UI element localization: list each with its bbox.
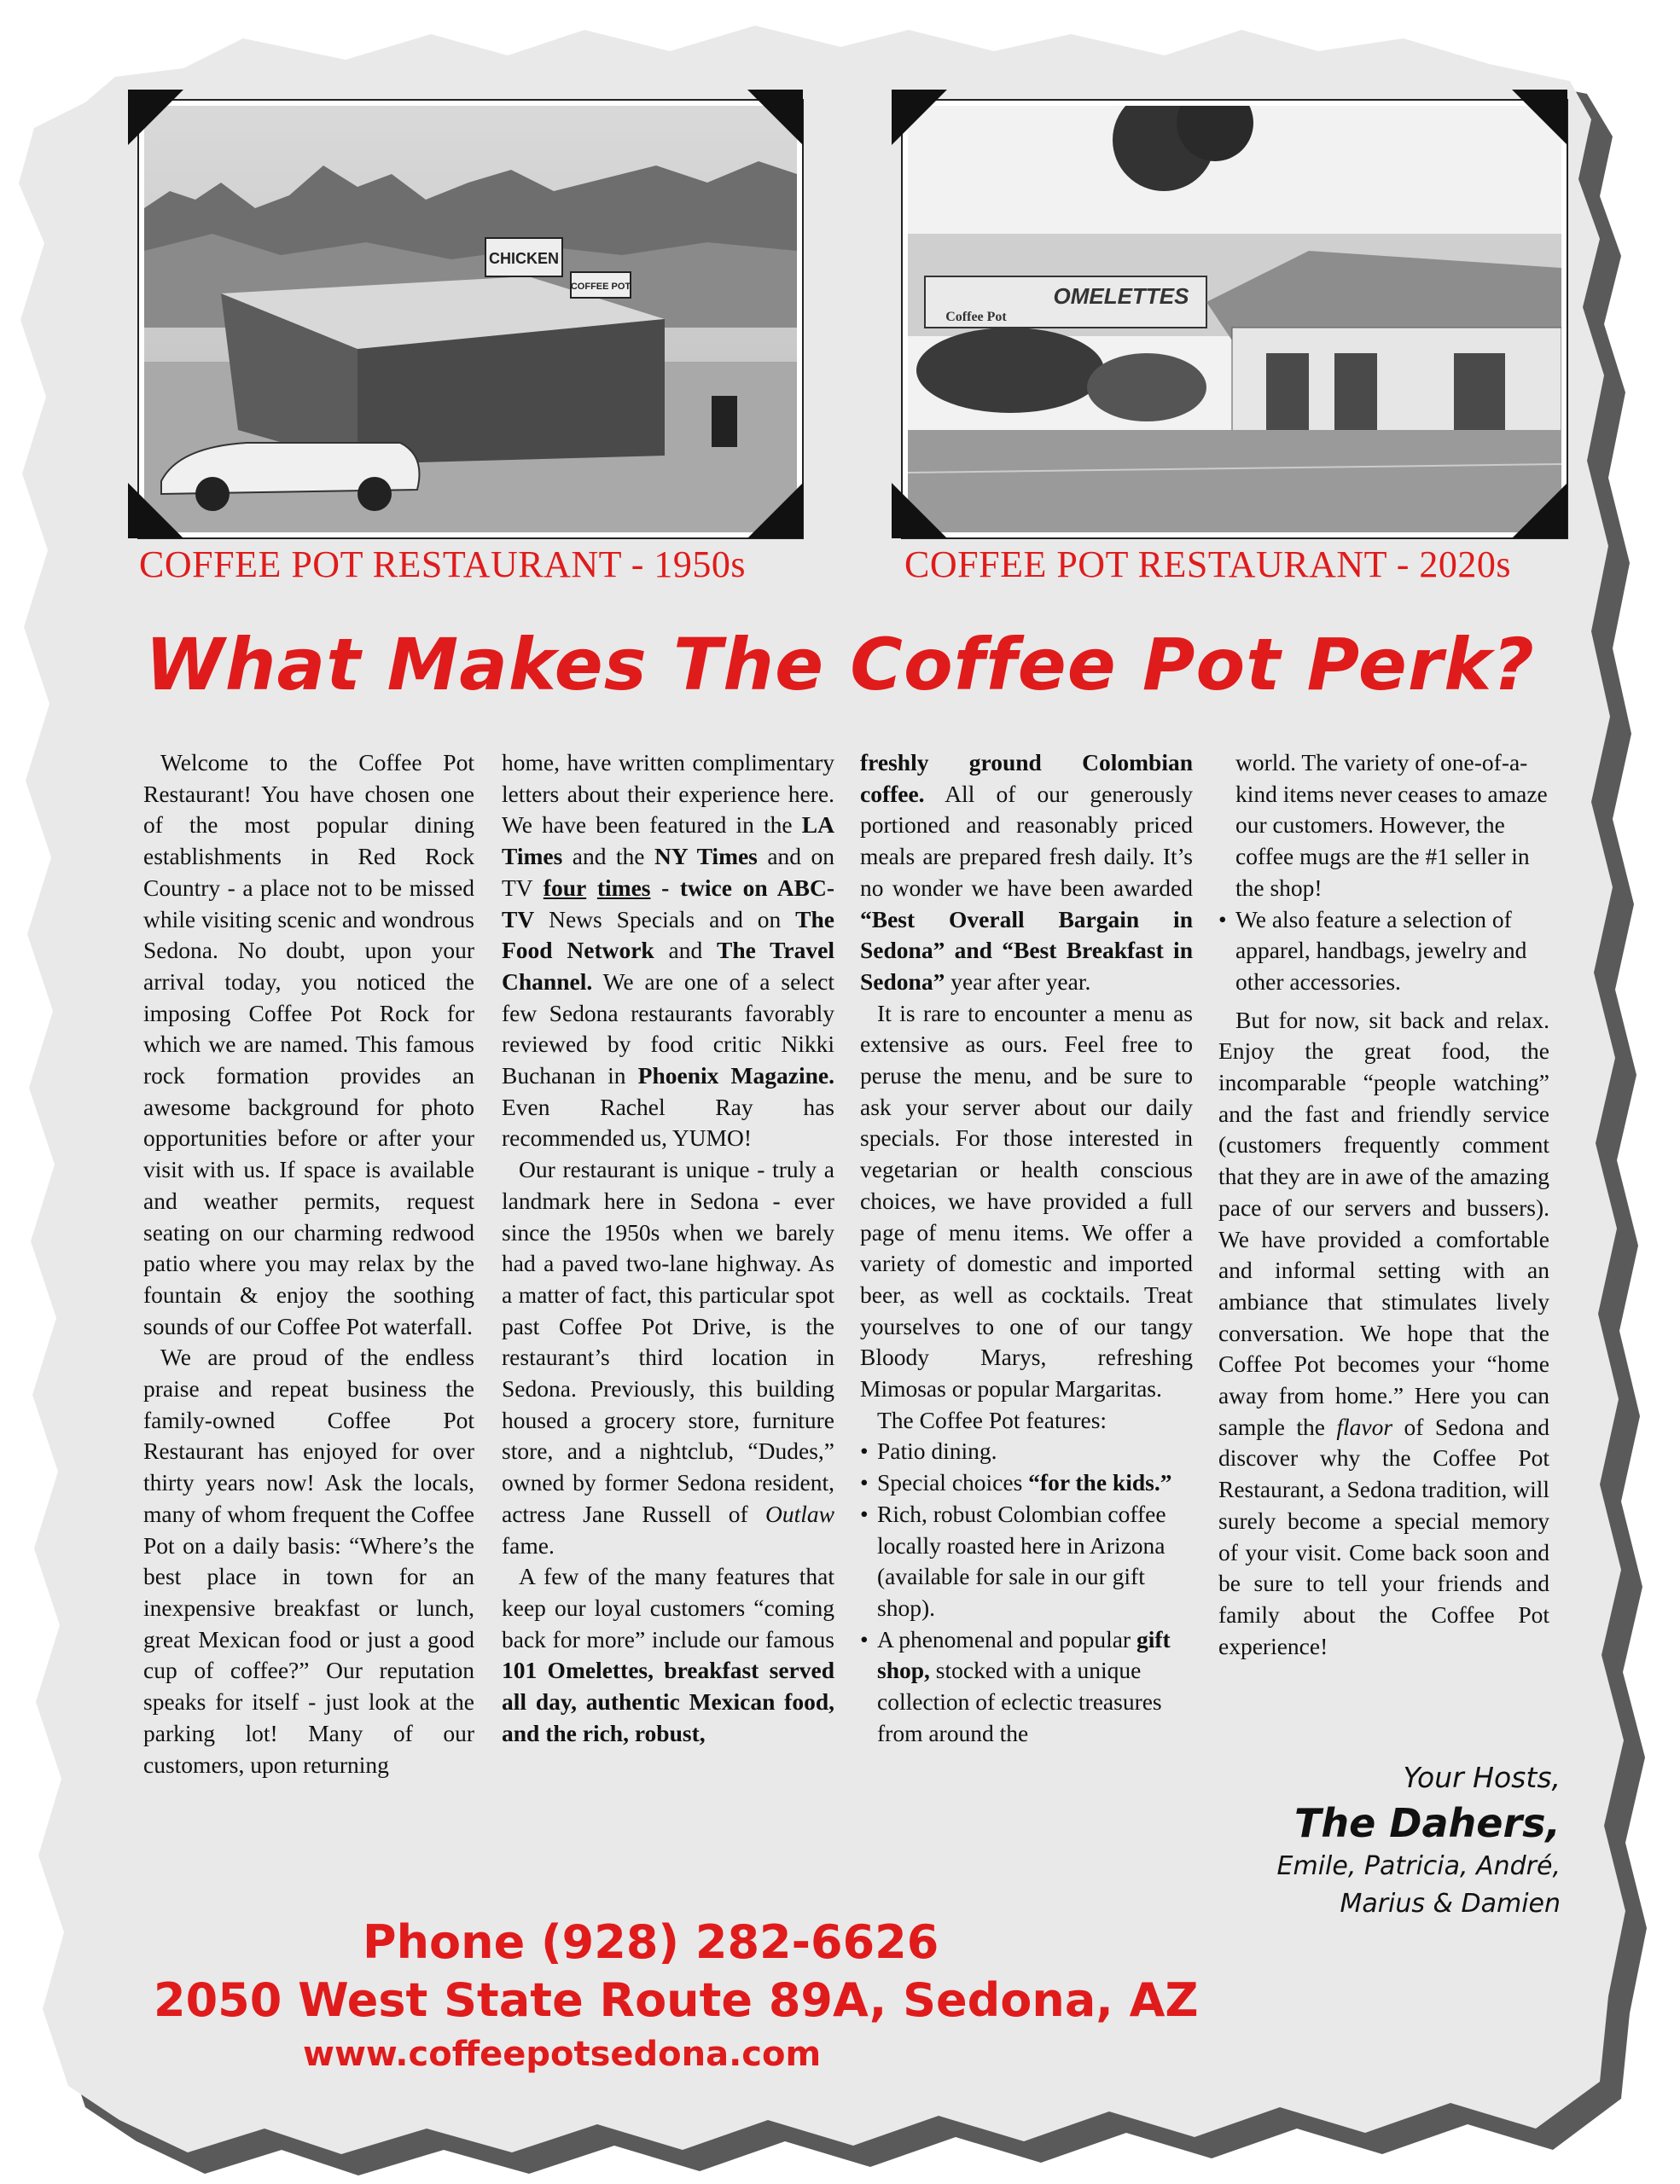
hosts-line-1: Your Hosts, xyxy=(1403,1761,1561,1794)
col2-paragraph-3: A few of the many features that keep our loyal customers “coming back for more” include our famous 101 Omelettes, breakfast served all day, authentic Mexican food, and the rich, robust, xyxy=(502,1563,834,1746)
features-list xyxy=(860,1436,1193,1749)
col2-paragraph-1: home, have written complimentary letters about their experience here. We have been featured in the LA Times and the NY Times and on TV four times - twice on ABC-TV News Specials and on The Food Network and The Travel Channel. We are one of a select few Sedona restaurants favorably reviewed by food critic Nikki Buchanan in Phoenix Magazine. Even Rachel Ray has recommended us, YUMO! xyxy=(502,749,834,1152)
col4-continuation: world. The variety of one-of-a-kind items never ceases to amaze our customers. However, the coffee mugs are the #1 seller in the shop! xyxy=(1235,749,1548,901)
col3-paragraph-2: It is rare to encounter a menu as extensive as ours. Feel free to peruse the menu, and be sure to ask your server about our daily specials. For those interested in vegetarian or health conscious choices, we have provided a full page of menu items. We offer a variety of domestic and imported beer, as well as cocktails. Treat yourselves to one of our tangy Bloody Marys, refreshing Mimosas or popular Margaritas. xyxy=(860,999,1193,1403)
photo-1950s-sign-coffee-pot: COFFEE POT xyxy=(570,282,631,292)
article-column-3 xyxy=(860,747,1193,1750)
features-list-continued xyxy=(1218,904,1549,998)
photo-1950s-sign-chicken: CHICKEN xyxy=(488,250,560,267)
feature-item: • Patio dining. xyxy=(860,1436,1193,1467)
hosts-line-3: Emile, Patricia, André, xyxy=(1276,1851,1561,1881)
hosts-line-2: The Dahers, xyxy=(1293,1800,1561,1846)
article-column-2 xyxy=(502,747,834,1750)
photo-corners-left xyxy=(128,90,803,538)
photo-1950s-caption: COFFEE POT RESTAURANT - 1950s xyxy=(139,543,747,585)
contact-phone: Phone (928) 282-6626 xyxy=(363,1915,939,1969)
photo-2020s-sign-coffee-pot: Coffee Pot xyxy=(945,310,1007,324)
col2-paragraph-2: Our restaurant is unique - truly a landmark here in Sedona - ever since the 1950s when we barely had a paved two-lane highway. As a matter of fact, this particular spot past Coffee Pot Drive, is the restaurant’s third location in Sedona. Previously, this building housed a grocery store, furniture store, and a nightclub, “Dudes,” owned by former Sedona resident, actress Jane Russell of Outlaw fame. xyxy=(502,1156,834,1559)
col1-paragraph-2: We are proud of the endless praise and repeat business the family-owned Coffee Pot Restaurant has enjoyed for over thirty years now! Ask the locals, many of whom frequent the Coffee Pot on a daily basis: “Where’s the best place in town for an inexpensive breakfast or lunch, great Mexican food or just a good cup of coffee?” Our reputation speaks for itself - just look at the parking lot! Many of our customers, upon returning xyxy=(143,1344,474,1778)
feature-item: • Special choices “for the kids.” xyxy=(860,1467,1193,1499)
article-column-1 xyxy=(143,747,474,1780)
page-headline: What Makes The Coffee Pot Perk? xyxy=(145,623,1535,706)
article-column-4 xyxy=(1218,747,1549,1662)
col4-paragraph-1: But for now, sit back and relax. Enjoy the great food, the incomparable “people watching” and the fast and friendly service (customers frequently comment that they are in awe of the amazing pace of our servers and bussers). We have provided a comfortable and informal setting with an ambiance that stimulates lively conversation. We hope that the Coffee Pot becomes your “home away from home.” Here you can sample the flavor of Sedona and discover why the Coffee Pot Restaurant, a Sedona tradition, will surely become a special memory of your visit. Come back soon and be sure to tell your friends and family about the Coffee Pot experience! xyxy=(1218,1006,1549,1659)
photo-corner-mounts xyxy=(0,0,1680,597)
col3-paragraph-1: freshly ground Colombian coffee. All of our generously portioned and reasonably priced meals are prepared fresh daily. It’s no wonder we have been awarded “Best Overall Bargain in Sedona” and “Best Breakfast in Sedona” year after year. xyxy=(860,749,1193,995)
hosts-signature xyxy=(1277,1757,1561,1923)
feature-item: • Rich, robust Colombian coffee locally roasted here in Arizona (available for sale in our gift shop). xyxy=(860,1499,1193,1624)
hosts-line-4: Marius & Damien xyxy=(1340,1889,1561,1919)
feature-item: • We also feature a selection of apparel, handbags, jewelry and other accessories. xyxy=(1218,904,1549,998)
photo-2020s-caption: COFFEE POT RESTAURANT - 2020s xyxy=(904,543,1512,585)
col1-paragraph-1: Welcome to the Coffee Pot Restaurant! You have chosen one of the most popular dining establishments in Red Rock Country - a place not to be missed while visiting scenic and wondrous Sedona. No doubt, upon your arrival today, you noticed the imposing Coffee Pot Rock for which we are named. This famous rock formation provides an awesome background for photo opportunities before or after your visit with us. If space is available and weather permits, request seating on our charming redwood patio where you may relax by the fountain & enjoy the soothing sounds of our Coffee Pot waterfall. xyxy=(143,749,474,1339)
contact-website[interactable]: www.coffeepotsedona.com xyxy=(303,2035,822,2074)
feature-item: • A phenomenal and popular gift shop, stocked with a unique collection of eclectic treasures from around the xyxy=(860,1624,1193,1750)
photo-2020s-sign-omelettes: OMELETTES xyxy=(1053,283,1189,309)
photo-corners-right xyxy=(892,90,1567,538)
contact-address: 2050 West State Route 89A, Sedona, AZ xyxy=(154,1973,1199,2027)
features-intro: The Coffee Pot features: xyxy=(877,1406,1107,1433)
